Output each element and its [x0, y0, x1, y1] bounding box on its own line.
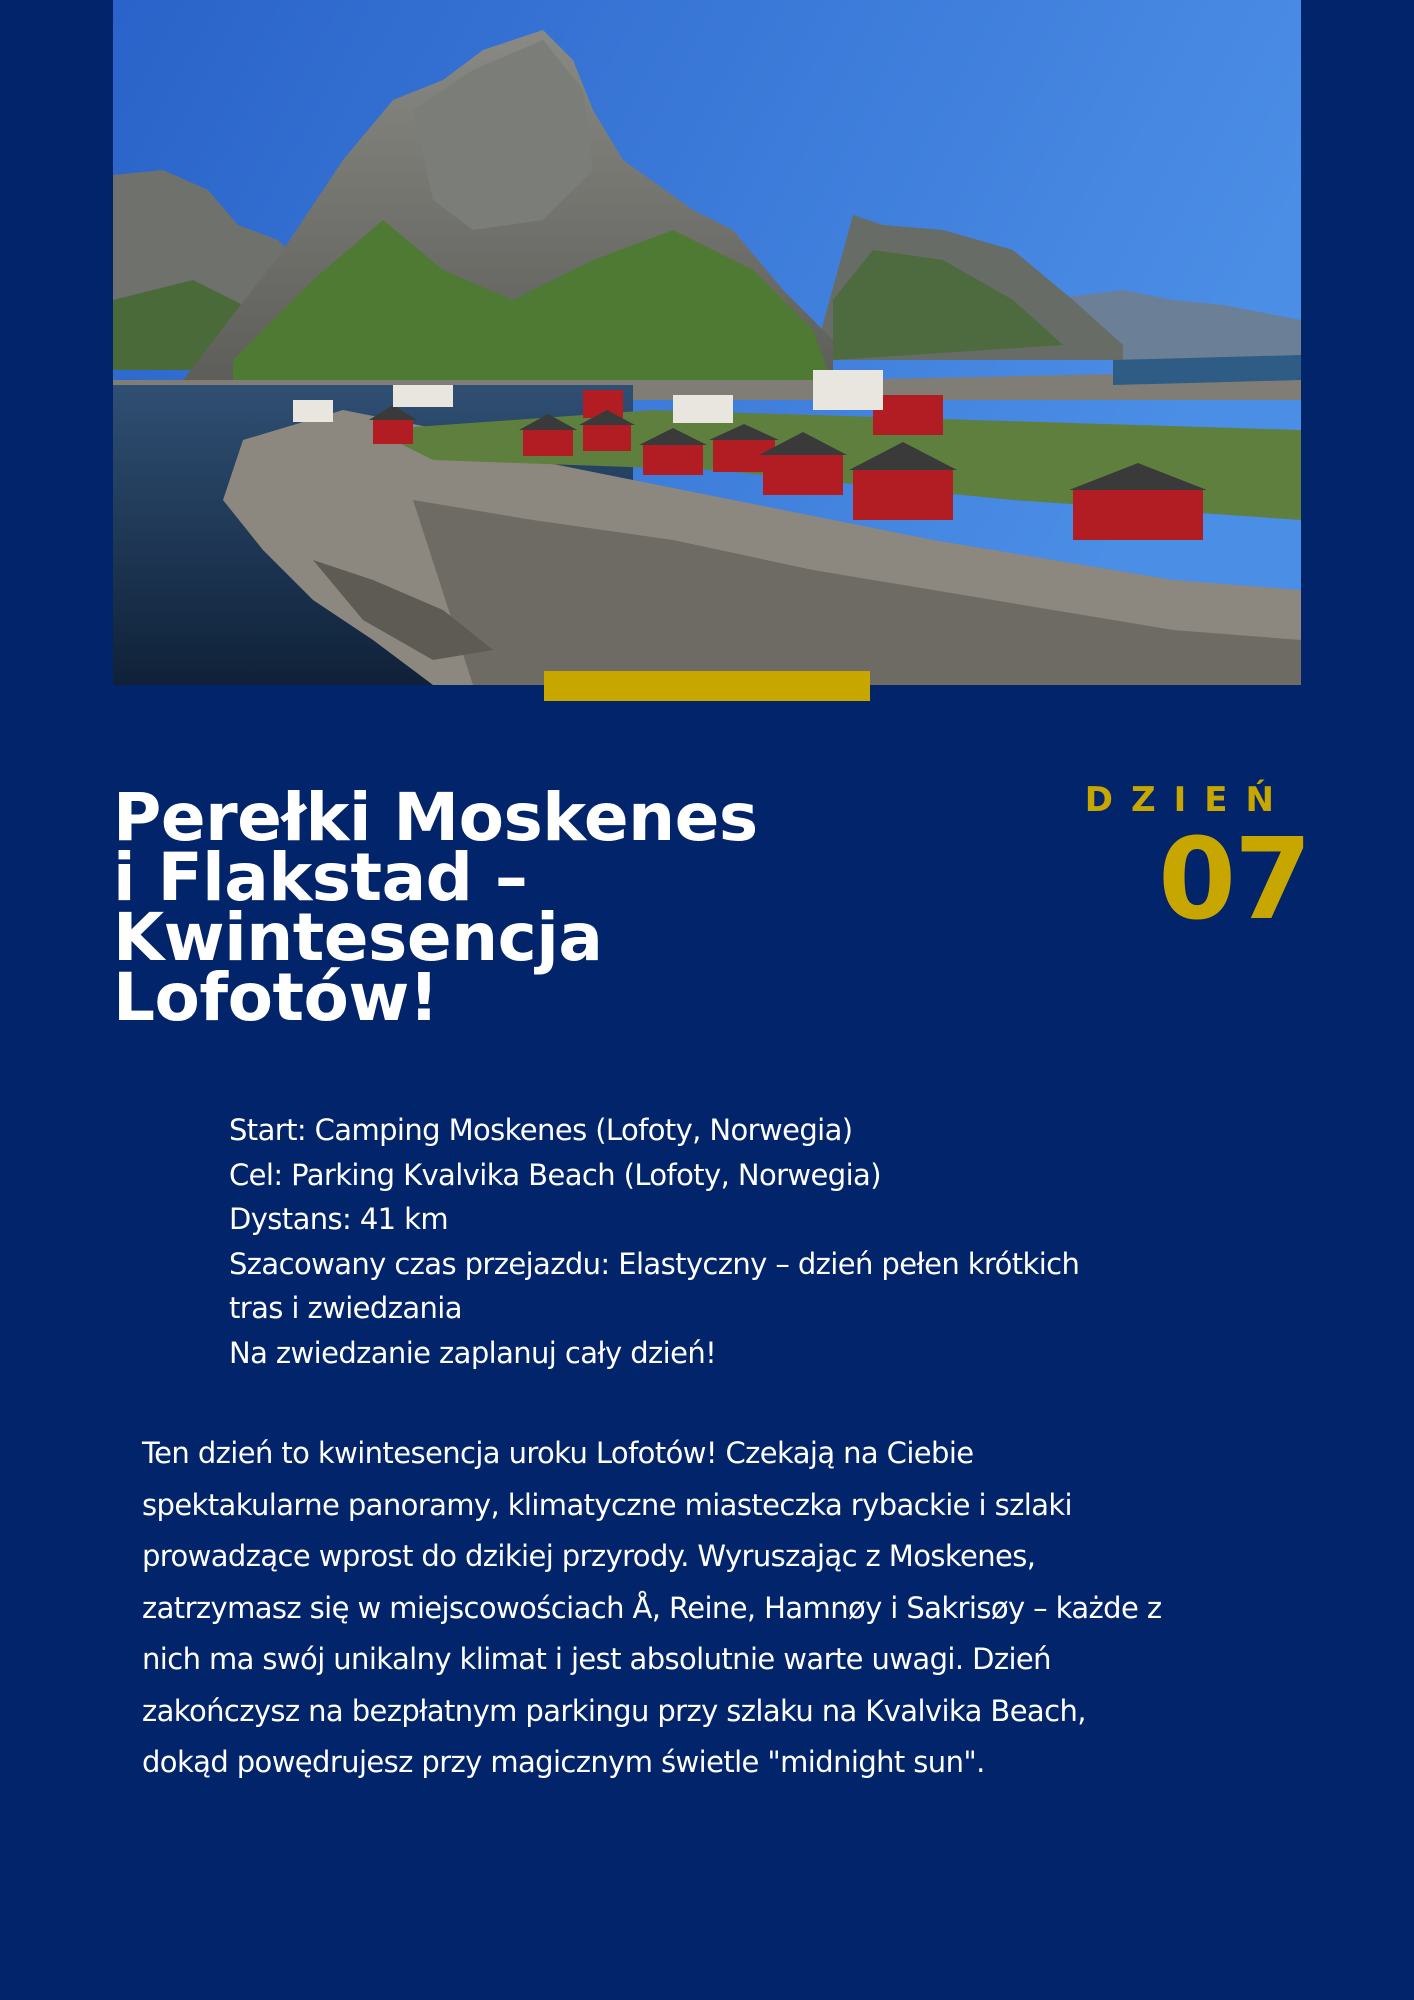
- detail-drive-time: Szacowany czas przejazdu: Elastyczny – dzień pełen krótkich: [229, 1246, 1080, 1281]
- description-line: zakończysz na bezpłatnym parkingu przy szlaku na Kvalvika Beach,: [142, 1693, 1086, 1728]
- description-line: dokąd powędrujesz przy magicznym świetle "midnight sun".: [142, 1745, 985, 1779]
- detail-drive-time-cont: tras i zwiedzania: [229, 1291, 462, 1325]
- title-line: Perełki Moskenes: [113, 779, 758, 856]
- description-line: Ten dzień to kwintesencja uroku Lofotów! Czekają na Ciebie: [142, 1436, 974, 1470]
- detail-sightseeing: Na zwiedzanie zaplanuj cały dzień!: [229, 1335, 717, 1370]
- detail-start: Start: Camping Moskenes (Lofoty, Norwegia): [229, 1113, 853, 1147]
- detail-destination: Cel: Parking Kvalvika Beach (Lofoty, Norwegia): [229, 1157, 881, 1192]
- description-line: zatrzymasz się w miejscowościach Å, Reine, Hamnøy i Sakrisøy – każde z: [142, 1590, 1162, 1625]
- description-line: prowadzące wprost do dzikiej przyrody. Wyruszając z Moskenes,: [142, 1539, 1036, 1573]
- description-line: nich ma swój unikalny klimat i jest absolutnie warte uwagi. Dzień: [142, 1642, 1051, 1676]
- day-description: [142, 1428, 1302, 1789]
- title-line: Kwintesencja: [113, 899, 603, 976]
- day-number: 07: [1158, 815, 1310, 945]
- detail-distance: Dystans: 41 km: [229, 1202, 448, 1236]
- accent-bar: [544, 671, 870, 701]
- description-line: spektakularne panoramy, klimatyczne miasteczka rybackie i szlaki: [142, 1487, 1073, 1522]
- lofoten-fishing-village-photo: [113, 0, 1301, 685]
- trip-details: [229, 1108, 1229, 1375]
- day-label: DZIEŃ: [1084, 780, 1292, 820]
- page-title: [113, 779, 873, 1036]
- title-line: Lofotów!: [113, 959, 439, 1036]
- hero-photo: [113, 0, 1301, 685]
- title-line: i Flakstad –: [113, 839, 528, 916]
